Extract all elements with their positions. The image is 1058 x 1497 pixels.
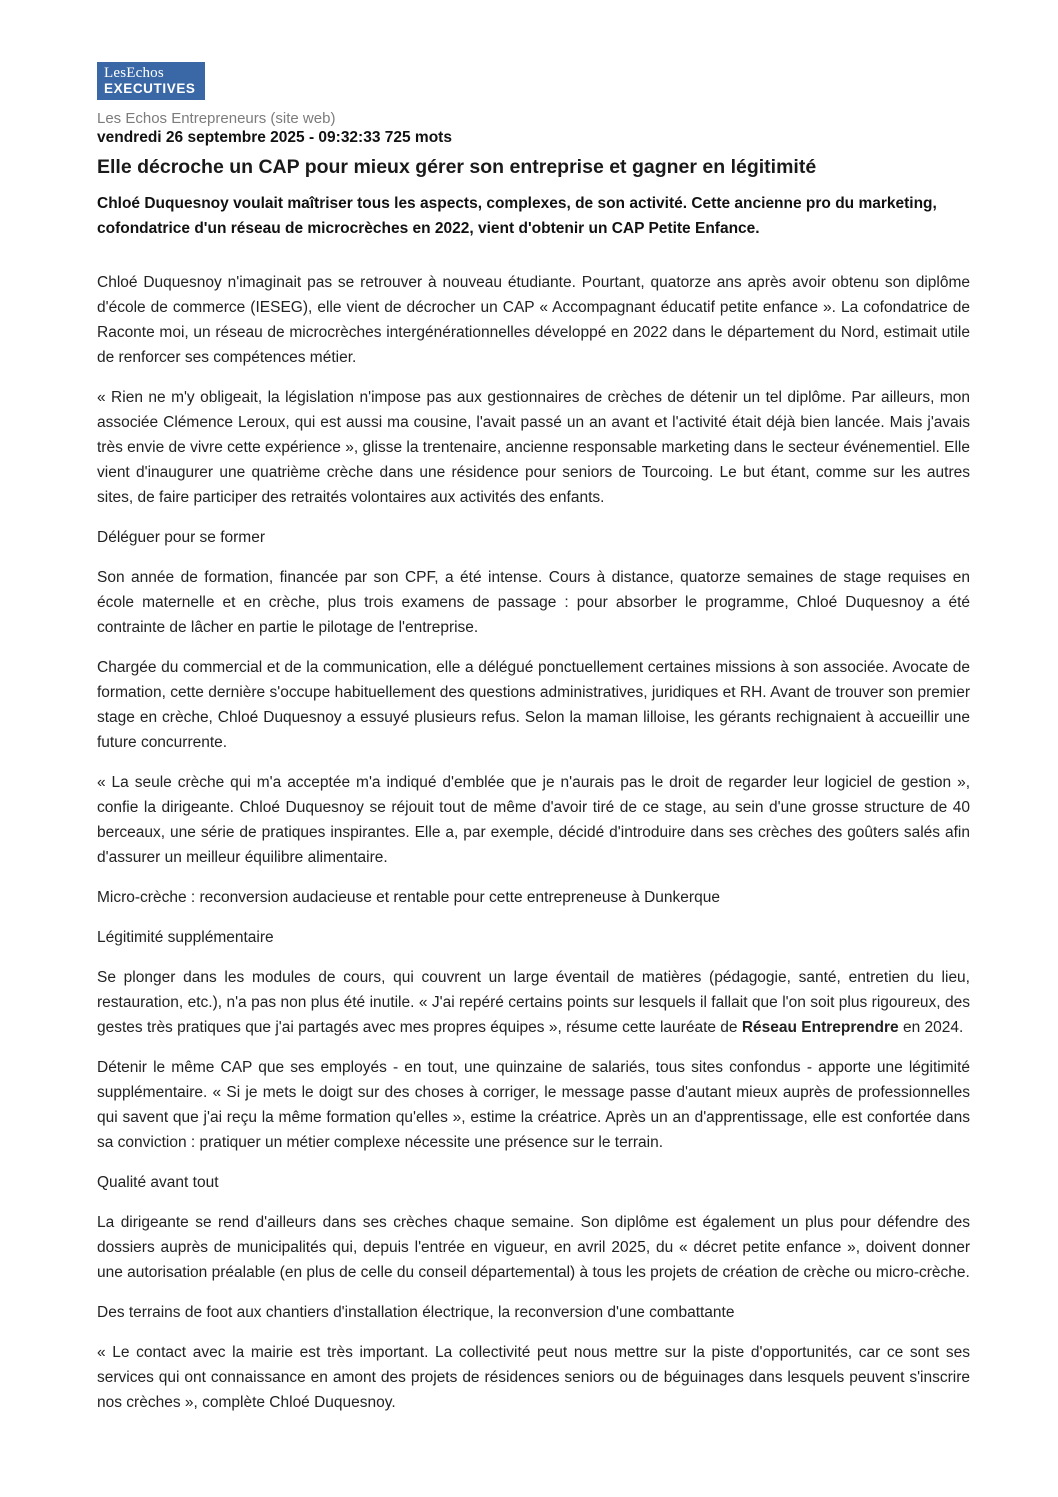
reseau-entreprendre-emphasis: Réseau Entreprendre [741, 1018, 899, 1036]
article-paragraph: Détenir le même CAP que ses employés - en tout, une quinzaine de salariés, tous sites confondus - apporte une légitimité supplémentaire. « Si je mets le doigt sur des choses à corriger, le message passe d'autant mieux auprès de professionnelles qui savent que j'ai reçu la même formation qu'elles », estime la créatrice. Après un an d'apprentissage, elle est confortée dans sa conviction : pratiquer un métier complexe nécessite une présence sur le terrain. [97, 1058, 970, 1151]
les-echos-executives-logo [97, 62, 205, 100]
section-subhead: Qualité avant tout [97, 1173, 219, 1191]
article-paragraph: « Rien ne m'y obligeait, la législation n'impose pas aux gestionnaires de crèches de détenir un tel diplôme. Par ailleurs, mon associée Clémence Leroux, qui est aussi ma cousine, l'avait passé un an avant et l'activité était déjà bien lancée. Mais j'avais très envie de vivre cette expérience », glisse la trentenaire, ancienne responsable marketing dans le secteur événementiel. Elle vient d'inaugurer une quatrième crèche dans une résidence pour seniors de Tourcoing. Le but étant, comme sur les autres sites, de faire participer des retraités volontaires aux activités des enfants. [97, 388, 970, 506]
article-paragraph: « Le contact avec la mairie est très important. La collectivité peut nous mettre sur la piste d'opportunités, car ce sont ses services qui ont connaissance en amont des projets de résidences seniors ou de béguinages dans lesquels peuvent s'inscrire nos crèches », complète Chloé Duquesnoy. [97, 1343, 970, 1411]
article-paragraph: « La seule crèche qui m'a acceptée m'a indiqué d'emblée que je n'aurais pas le droit de regarder leur logiciel de gestion », confie la dirigeante. Chloé Duquesnoy se réjouit tout de même d'avoir tiré de ce stage, au sein d'une grosse structure de 40 berceaux, une série de pratiques inspirantes. Elle a, par exemple, décidé d'introduire dans ses crèches des goûters salés afin d'assurer un meilleur équilibre alimentaire. [97, 773, 970, 866]
paragraph-text-after: en 2024. [898, 1018, 964, 1036]
article-paragraph: Chargée du commercial et de la communication, elle a délégué ponctuellement certaines missions à son associée. Avocate de formation, cette dernière s'occupe habituellement des questions administratives, juridiques et RH. Avant de trouver son premier stage en crèche, Chloé Duquesnoy a essuyé plusieurs refus. Selon la maman lilloise, les gérants rechignaient à accueillir une future concurrente. [97, 658, 970, 751]
article-paragraph [97, 965, 970, 1040]
article-paragraph: Son année de formation, financée par son CPF, a été intense. Cours à distance, quatorze semaines de stage requises en école maternelle et en crèche, plus trois examens de passage : pour absorber le programme, Chloé Duquesnoy a été contrainte de lâcher en partie le pilotage de l'entreprise. [97, 568, 970, 636]
related-article-title: Des terrains de foot aux chantiers d'installation électrique, la reconversion d'une combattante [97, 1303, 735, 1321]
section-subhead: Déléguer pour se former [97, 528, 265, 546]
paragraph-text-before: Se plonger dans les modules de cours, qui couvrent un large éventail de matières (pédagogie, santé, entretien du lieu, restauration, etc.), n'a pas non plus été inutile. « J'ai repéré certains points sur lesquels il fallait que l'on soit plus rigoureux, des gestes très pratiques que j'ai partagés avec mes propres équipes », résume cette lauréate de [97, 968, 970, 1036]
logo-executives-text: EXECUTIVES [104, 81, 196, 96]
article-body [97, 270, 970, 1415]
logo-les-echos-text: LesEchos [104, 65, 164, 81]
article-headline: Elle décroche un CAP pour mieux gérer son entreprise et gagner en légitimité [97, 155, 817, 178]
dateline: vendredi 26 septembre 2025 - 09:32:33 725 mots [97, 128, 452, 146]
section-subhead: Légitimité supplémentaire [97, 928, 274, 946]
related-article-title: Micro-crèche : reconversion audacieuse et rentable pour cette entrepreneuse à Dunkerque [97, 888, 720, 906]
article-lede: Chloé Duquesnoy voulait maîtriser tous les aspects, complexes, de son activité. Cette ancienne pro du marketing, cofondatrice d'un réseau de microcrèches en 2022, vient d'obtenir un CAP Petite Enfance. [97, 194, 937, 237]
source-line: Les Echos Entrepreneurs (site web) [97, 109, 336, 127]
article-paragraph: Chloé Duquesnoy n'imaginait pas se retrouver à nouveau étudiante. Pourtant, quatorze ans après avoir obtenu son diplôme d'école de commerce (IESEG), elle vient de décrocher un CAP « Accompagnant éducatif petite enfance ». La cofondatrice de Raconte moi, un réseau de microcrèches intergénérationnelles développé en 2022 dans le département du Nord, estimait utile de renforcer ses compétences métier. [97, 273, 970, 366]
article-paragraph: La dirigeante se rend d'ailleurs dans ses crèches chaque semaine. Son diplôme est également un plus pour défendre des dossiers auprès de municipalités qui, depuis l'entrée en vigueur, en avril 2025, du « décret petite enfance », doivent donner une autorisation préalable (en plus de celle du conseil départemental) à tous les projets de création de crèche ou micro-crèche. [97, 1213, 970, 1281]
